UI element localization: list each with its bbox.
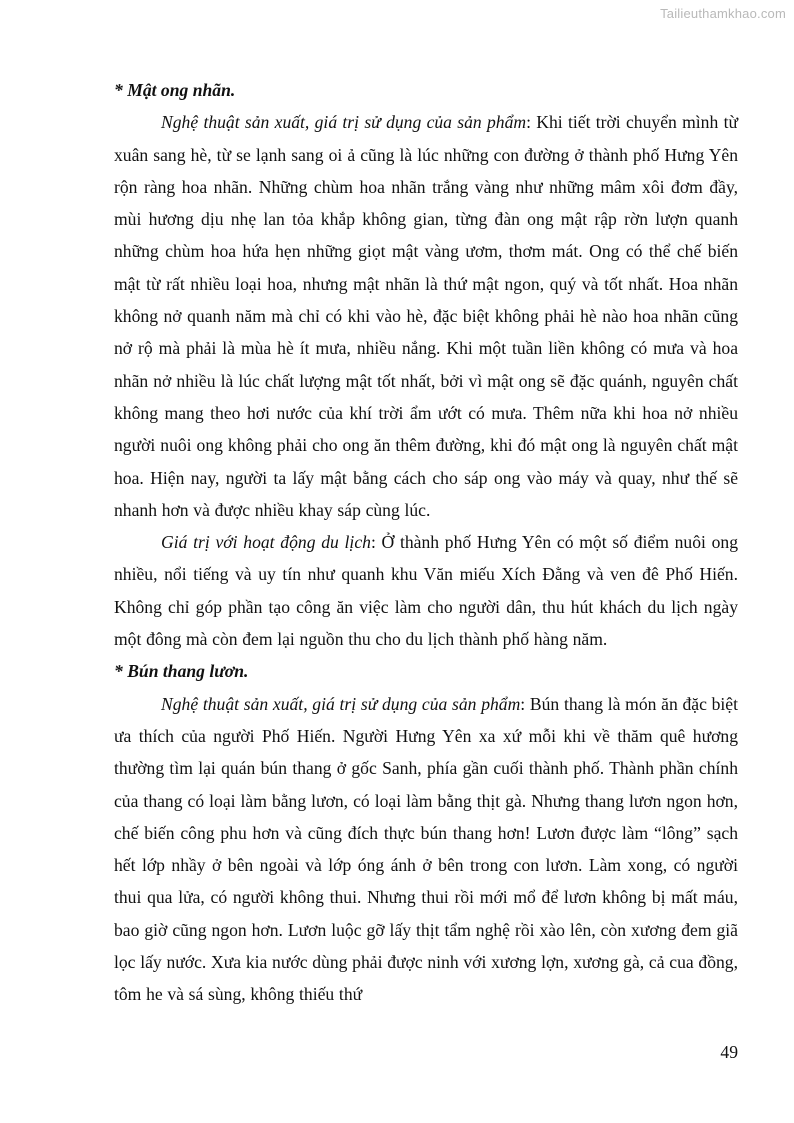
- page-number: 49: [720, 1042, 738, 1062]
- watermark: Tailieuthamkhao.com: [660, 6, 786, 21]
- paragraph-honey-tourism: [114, 526, 738, 655]
- paragraph-lead: Giá trị với hoạt động du lịch: [161, 532, 371, 553]
- paragraph-lead: Nghệ thuật sản xuất, giá trị sử dụng của sản phẩm: [161, 693, 521, 714]
- paragraph-text: : Khi tiết trời chuyển mình từ xuân sang hè, từ se lạnh sang oi ả cũng là lúc những con đường ở thành phố Hưng Yên rộn ràng hoa nhãn. Những chùm hoa nhãn trắng vàng như những mâm xôi đơm đầy, mùi hương dịu nhẹ lan tỏa khắp không gian, từng đàn ong mật rập rờn lượn quanh những chùm hoa hứa hẹn những giọt mật vàng ươm, thơm mát. Ong có thể chế biến mật từ rất nhiều loại hoa, nhưng mật nhãn là thứ mật ngon, quý và tốt nhất. Hoa nhãn không nở quanh năm mà chỉ có khi vào hè, đặc biệt không phải hè nào hoa nhãn cũng nở rộ mà phải là mùa hè ít mưa, nhiều nắng. Khi một tuần liền không có mưa và hoa nhãn nở nhiều là lúc chất lượng mật tốt nhất, bởi vì mật ong sẽ đặc quánh, nguyên chất không mang theo hơi nước của khí trời ẩm ướt có mưa. Thêm nữa khi hoa nở nhiều người nuôi ong không phải cho ong ăn thêm đường, khi đó mật ong là nguyên chất mật hoa. Hiện nay, người ta lấy mật bằng cách cho sáp ong vào máy và quay, như thế sẽ nhanh hơn và được nhiều khay sáp cùng lúc.: [114, 112, 738, 520]
- paragraph-honey-production: [114, 106, 738, 526]
- paragraph-text: : Ở thành phố Hưng Yên có một số điểm nuôi ong nhiều, nổi tiếng và uy tín như quanh khu Văn miếu Xích Đằng và ven đê Phố Hiến. Không chỉ góp phần tạo công ăn việc làm cho người dân, thu hút khách du lịch ngày một đông mà còn đem lại nguồn thu cho du lịch thành phố hàng năm.: [114, 532, 739, 650]
- paragraph-lead: Nghệ thuật sản xuất, giá trị sử dụng của sản phẩm: [161, 112, 527, 133]
- section-heading-honey: * Mật ong nhãn.: [114, 80, 236, 100]
- paragraph-text: : Bún thang là món ăn đặc biệt ưa thích của người Phố Hiến. Người Hưng Yên xa xứ mỗi khi về thăm quê hương thường tìm lại quán bún thang ở gốc Sanh, phía gần cuối thành phố. Thành phần chính của thang có loại làm bằng lươn, có loại làm bằng thịt gà. Nhưng thang lươn ngon hơn, chế biến công phu hơn và cũng đích thực bún thang hơn! Lươn được làm “lông” sạch hết lớp nhầy ở bên ngoài và lớp óng ánh ở bên trong con lươn. Làm xong, có người thui qua lửa, có người không thui. Nhưng thui rồi mới mổ để lươn không bị mất máu, bao giờ cũng ngon hơn. Lươn luộc gỡ lấy thịt tẩm nghệ rồi xào lên, còn xương đem giã lọc lấy nước. Xưa kia nước dùng phải được ninh với xương lợn, xương gà, cả cua đồng, tôm he và sá sùng, không thiếu thứ: [114, 693, 739, 1005]
- section-heading-eel-noodle: * Bún thang lươn.: [114, 661, 249, 682]
- document-body: [114, 74, 738, 1011]
- paragraph-eel-noodle-production: [114, 688, 738, 1011]
